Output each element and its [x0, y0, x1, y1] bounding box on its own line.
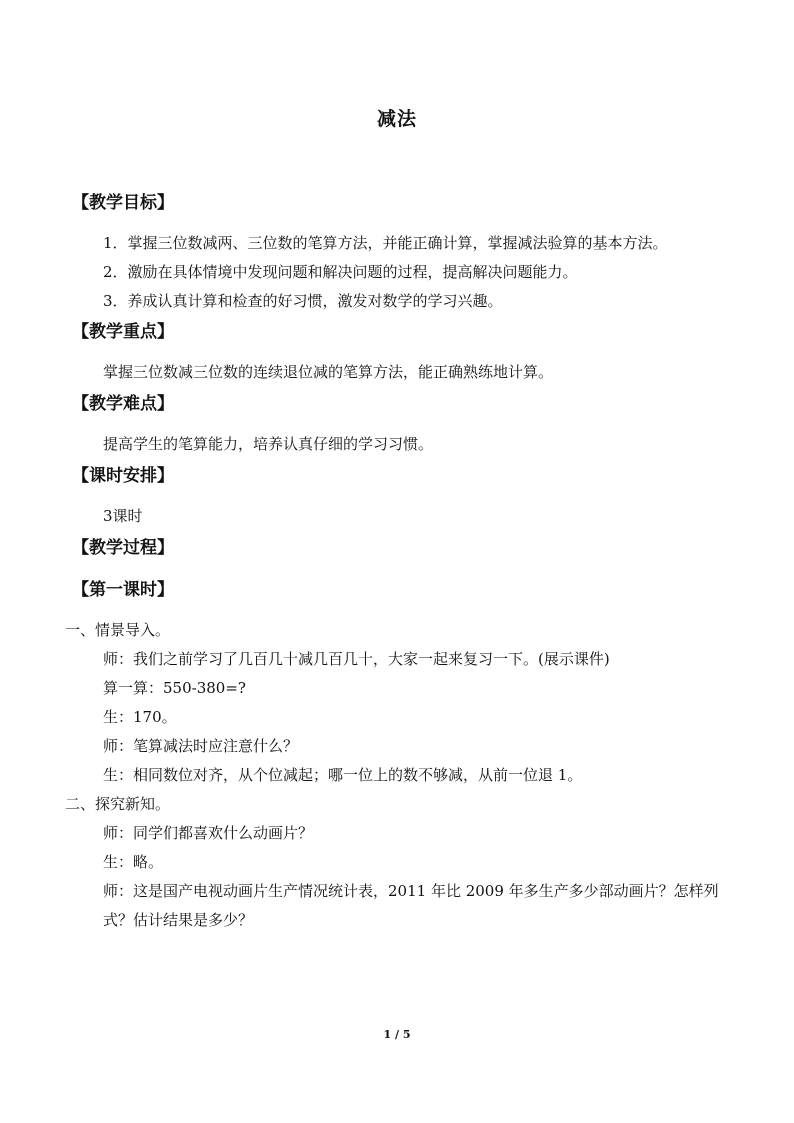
difficulty-text: 提高学生的笔算能力，培养认真仔细的学习习惯。 [103, 435, 434, 453]
section-heading-process: 【教学过程】 [72, 538, 174, 558]
part2-line-1: 师：同学们都喜欢什么动画片？ [103, 824, 314, 842]
section-heading-schedule: 【课时安排】 [72, 466, 174, 486]
schedule-text: 3课时 [103, 507, 143, 525]
part1-title: 一、情景导入。 [65, 621, 171, 639]
page-number: 1 / 5 [383, 1028, 411, 1041]
document-title: 减法 [376, 108, 417, 130]
part1-line-3: 生：170。 [103, 708, 177, 726]
part1-line-2: 算一算：550-380=? [103, 679, 246, 697]
part1-line-4: 师：笔算减法时应注意什么？ [103, 737, 299, 755]
section-heading-lesson1: 【第一课时】 [72, 580, 174, 600]
goal-item-1: 1．掌握三位数减两、三位数的笔算方法，并能正确计算，掌握减法验算的基本方法。 [103, 234, 668, 252]
part1-line-1: 师：我们之前学习了几百几十减几百几十，大家一起来复习一下。(展示课件) [103, 650, 610, 668]
goal-item-2: 2．激励在具体情境中发现问题和解决问题的过程，提高解决问题能力。 [103, 263, 578, 281]
part2-long-paragraph: 师：这是国产电视动画片生产情况统计表，2011 年比 2009 年多生产多少部动画片？怎样列式？估计结果是多少？ [103, 882, 719, 929]
goal-item-3: 3．养成认真计算和检查的好习惯，激发对数学的学习兴趣。 [103, 292, 503, 310]
key-text: 掌握三位数减三位数的连续退位减的笔算方法，能正确熟练地计算。 [103, 363, 554, 381]
part2-title: 二、探究新知。 [65, 795, 171, 813]
part2-line-2: 生：略。 [103, 853, 164, 871]
section-heading-difficulty: 【教学难点】 [72, 394, 174, 414]
section-heading-goals: 【教学目标】 [72, 193, 174, 213]
section-heading-key: 【教学重点】 [72, 322, 174, 342]
part1-line-5: 生：相同数位对齐，从个位减起；哪一位上的数不够减，从前一位退 1。 [103, 766, 583, 784]
